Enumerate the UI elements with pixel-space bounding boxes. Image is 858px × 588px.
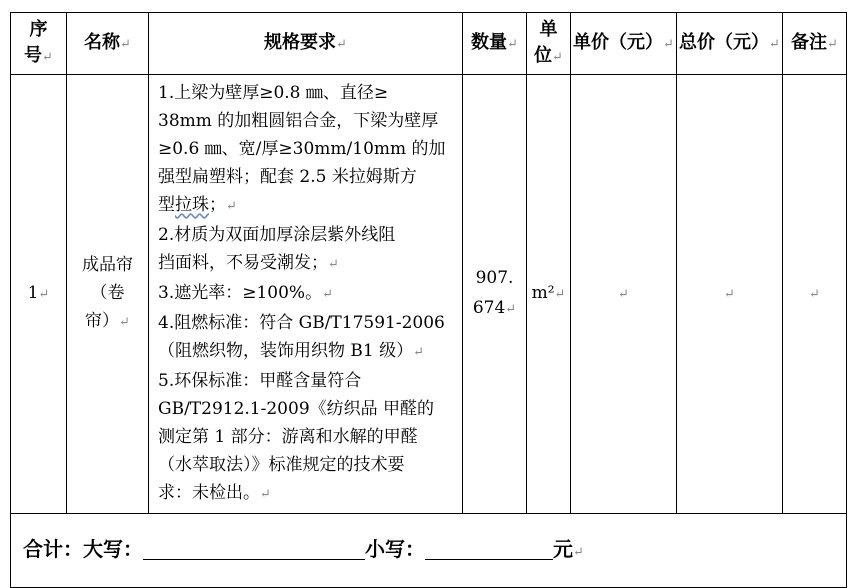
spec-line7-text: 挡面料，不易受潮发； xyxy=(158,253,328,273)
paragraph-mark: ↵ xyxy=(554,287,566,302)
spec-line10-text: （阻燃织物，装饰用织物 B1 级） xyxy=(158,341,414,361)
header-remark xyxy=(783,13,847,75)
cell-qty xyxy=(463,75,527,514)
spec-line5-end: ； xyxy=(209,195,226,215)
paragraph-mark: ↵ xyxy=(809,287,820,302)
spec-line-7 xyxy=(158,249,456,279)
header-unit xyxy=(527,13,571,75)
cell-total xyxy=(11,514,847,588)
spec-line: 38mm 的加粗圆铝合金，下梁为壁厚 xyxy=(158,111,439,131)
paragraph-mark: ↵ xyxy=(226,199,237,214)
total-currency: 元 xyxy=(553,536,573,561)
quote-table xyxy=(10,12,847,588)
header-unit-price-label: 单价（元） xyxy=(573,31,664,53)
cell-seq xyxy=(11,75,67,514)
header-total-price xyxy=(677,13,783,75)
spec-line: 强型扁塑料；配套 2.5 米拉姆斯方 xyxy=(158,167,417,187)
paragraph-mark: ↵ xyxy=(618,287,629,302)
cell-total-price[interactable] xyxy=(677,75,783,514)
spec-line15-text: 求：未检出。 xyxy=(158,483,260,503)
cell-name xyxy=(67,75,149,514)
total-row xyxy=(11,514,847,588)
spec-line-10 xyxy=(158,337,456,367)
header-spec xyxy=(149,13,463,75)
header-unit-price xyxy=(571,13,677,75)
table-row xyxy=(11,75,847,514)
cell-spec xyxy=(149,75,463,514)
header-seq-line1: 序 xyxy=(29,18,48,40)
paragraph-mark: ↵ xyxy=(120,36,131,52)
header-qty-label: 数量 xyxy=(471,31,508,53)
cell-unit xyxy=(527,75,571,514)
spec-line8-text: 3.遮光率：≥100%。 xyxy=(158,283,323,303)
total-uppercase-blank[interactable] xyxy=(143,539,365,560)
spec-line: 4.阻燃标准：符合 GB/T17591-2006 xyxy=(158,313,445,333)
header-unit-line2: 位 xyxy=(534,44,553,66)
spec-line5-plain: 型 xyxy=(158,195,175,215)
paragraph-mark: ↵ xyxy=(505,302,517,317)
header-spec-label: 规格要求 xyxy=(264,31,337,53)
paragraph-mark: ↵ xyxy=(413,345,425,360)
paragraph-mark: ↵ xyxy=(42,49,53,65)
paragraph-mark: ↵ xyxy=(119,315,130,330)
qty-line2: 674 xyxy=(472,298,506,318)
total-small-label: 小写： xyxy=(365,536,425,561)
paragraph-mark: ↵ xyxy=(827,36,838,52)
name-line3: 帘） xyxy=(85,311,120,331)
paragraph-mark: ↵ xyxy=(552,49,563,65)
paragraph-mark: ↵ xyxy=(724,287,735,302)
paragraph-mark: ↵ xyxy=(322,287,333,302)
header-seq-line2: 号 xyxy=(24,44,43,66)
paragraph-mark: ↵ xyxy=(38,287,50,302)
cell-unit-price[interactable] xyxy=(571,75,677,514)
spec-line: 2.材质为双面加厚涂层紫外线阻 xyxy=(158,225,396,245)
spec-line: 测定第 1 部分：游离和水解的甲醛 xyxy=(158,427,418,447)
paragraph-mark: ↵ xyxy=(769,36,780,52)
paragraph-mark: ↵ xyxy=(573,544,584,560)
spec-line: 1.上梁为壁厚≥0.8 ㎜、直径≥ xyxy=(158,83,389,103)
total-lowercase-blank[interactable] xyxy=(425,539,553,560)
header-unit-line1: 单 xyxy=(539,18,558,40)
seq-value: 1 xyxy=(27,283,39,303)
name-line1: 成品帘 xyxy=(82,255,133,275)
spec-line-8 xyxy=(158,279,456,309)
spec-line-5 xyxy=(158,191,456,221)
total-label: 合计：大写： xyxy=(23,536,143,561)
unit-value: m² xyxy=(531,283,555,303)
spec-line: 5.环保标准：甲醛含量符合 xyxy=(158,371,362,391)
header-row xyxy=(11,13,847,75)
spec-line: （水萃取法）》标准规定的技术要 xyxy=(158,455,405,475)
paragraph-mark: ↵ xyxy=(507,36,518,52)
header-total-price-label: 总价（元） xyxy=(679,31,770,53)
header-remark-label: 备注 xyxy=(791,31,828,53)
header-seq xyxy=(11,13,67,75)
spell-check-underline: 拉珠 xyxy=(175,195,209,215)
name-line2: （卷 xyxy=(90,283,125,303)
cell-remark[interactable] xyxy=(783,75,847,514)
paragraph-mark: ↵ xyxy=(328,257,339,272)
qty-line1: 907. xyxy=(475,268,514,288)
header-qty xyxy=(463,13,527,75)
paragraph-mark: ↵ xyxy=(336,36,347,52)
spec-line-15 xyxy=(158,479,456,509)
spec-line: ≥0.6 ㎜、宽/厚≥30mm/10mm 的加 xyxy=(158,139,446,159)
paragraph-mark: ↵ xyxy=(663,36,674,52)
paragraph-mark: ↵ xyxy=(260,487,271,502)
header-name xyxy=(67,13,149,75)
spec-line: GB/T2912.1-2009《纺织品 甲醛的 xyxy=(158,399,435,419)
header-name-label: 名称 xyxy=(84,31,121,53)
